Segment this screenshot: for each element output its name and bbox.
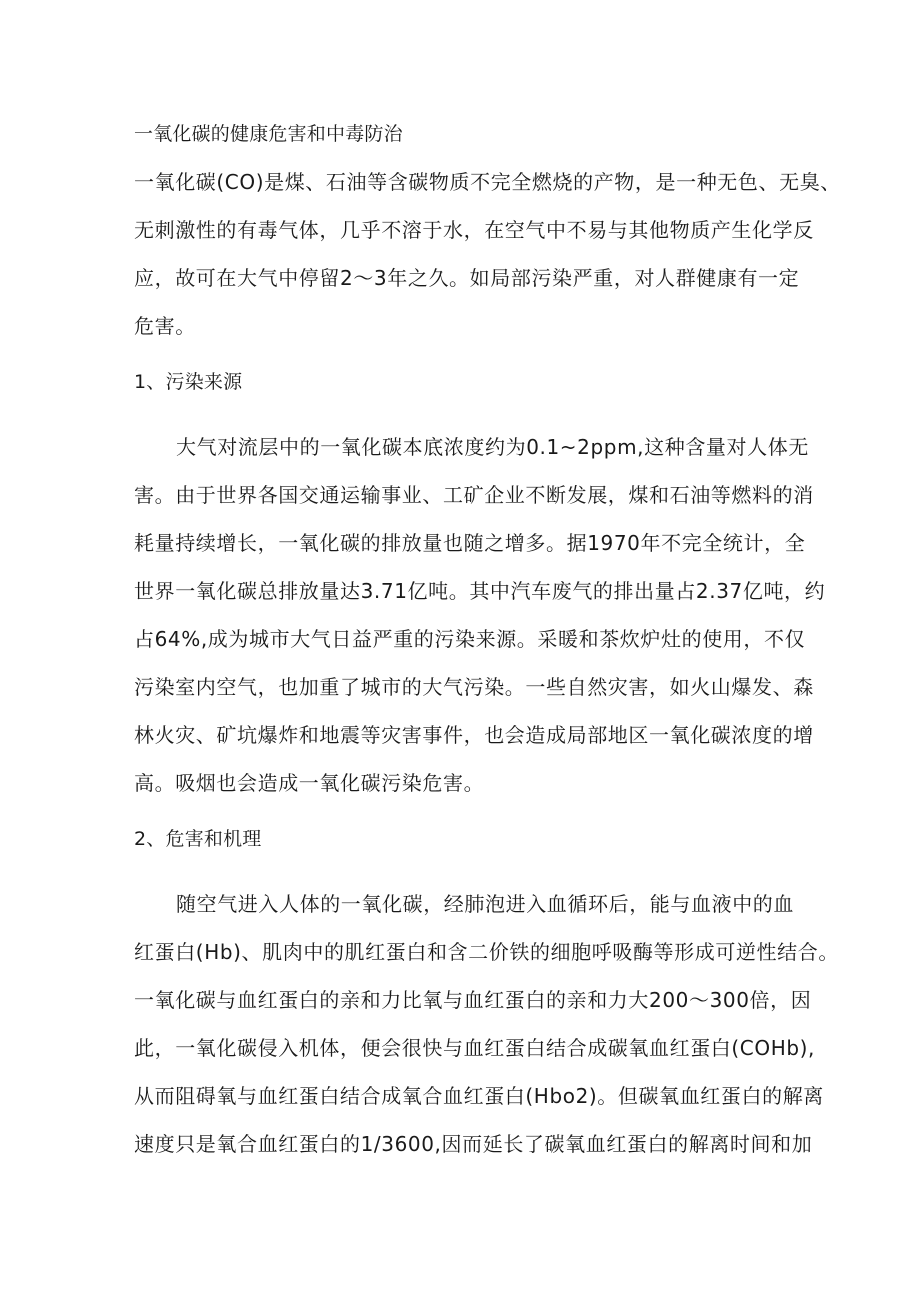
paragraph-line: 红蛋白(Hb)、肌肉中的肌红蛋白和含二价铁的细胞呼吸酶等形成可逆性结合。 <box>134 940 839 964</box>
paragraph-line: 高。吸烟也会造成一氧化碳污染危害。 <box>134 771 485 795</box>
paragraph-line: 占64%,成为城市大气日益严重的污染来源。采暖和茶炊炉灶的使用，不仅 <box>134 627 806 651</box>
paragraph-line: 速度只是氧合血红蛋白的1/3600,因而延长了碳氧血红蛋白的解离时间和加 <box>134 1132 813 1156</box>
section-heading-hazards-mechanism: 2、危害和机理 <box>134 828 262 850</box>
paragraph-line: 此，一氧化碳侵入机体，便会很快与血红蛋白结合成碳氧血红蛋白(COHb), <box>134 1036 816 1060</box>
intro-line: 危害。 <box>134 314 196 338</box>
paragraph-line: 耗量持续增长，一氧化碳的排放量也随之增多。据1970年不完全统计，全 <box>134 531 806 555</box>
document-title: 一氧化碳的健康危害和中毒防治 <box>134 123 403 145</box>
intro-line: 应，故可在大气中停留2～3年之久。如局部污染严重，对人群健康有一定 <box>134 266 800 290</box>
paragraph-line: 大气对流层中的一氧化碳本底浓度约为0.1~2ppm,这种含量对人体无 <box>176 435 809 459</box>
paragraph-line: 随空气进入人体的一氧化碳，经肺泡进入血循环后，能与血液中的血 <box>176 892 794 916</box>
paragraph-line: 害。由于世界各国交通运输事业、工矿企业不断发展，煤和石油等燃料的消 <box>134 483 814 507</box>
paragraph-line: 世界一氧化碳总排放量达3.71亿吨。其中汽车废气的排出量占2.37亿吨，约 <box>134 579 826 603</box>
intro-line: 一氧化碳(CO)是煤、石油等含碳物质不完全燃烧的产物，是一种无色、无臭、 <box>134 170 841 194</box>
paragraph-line: 一氧化碳与血红蛋白的亲和力比氧与血红蛋白的亲和力大200～300倍，因 <box>134 988 812 1012</box>
paragraph-line: 林火灾、矿坑爆炸和地震等灾害事件，也会造成局部地区一氧化碳浓度的增 <box>134 723 814 747</box>
paragraph-line: 污染室内空气，也加重了城市的大气污染。一些自然灾害，如火山爆发、森 <box>134 675 814 699</box>
paragraph-line: 从而阻碍氧与血红蛋白结合成氧合血红蛋白(Hbo2)。但碳氧血红蛋白的解离 <box>134 1084 824 1108</box>
intro-line: 无刺激性的有毒气体，几乎不溶于水，在空气中不易与其他物质产生化学反 <box>134 218 814 242</box>
section-heading-pollution-sources: 1、污染来源 <box>134 371 243 393</box>
